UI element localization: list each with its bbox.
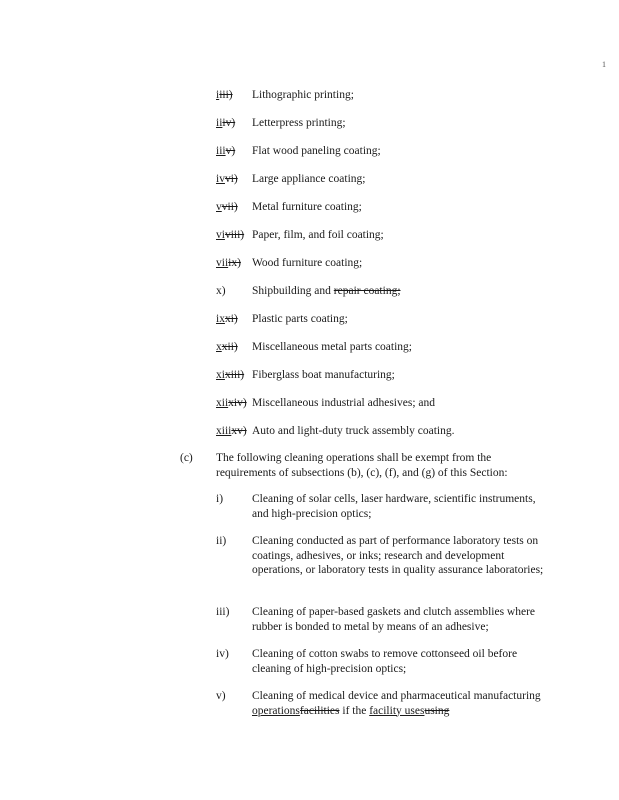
number-deleted: xi) [224,313,238,325]
sub-item-text: Cleaning conducted as part of performance laboratory tests on coatings, adhesives, or inks; research and development operations, or laboratory tests in quality assurance laboratories; [252,535,544,576]
number-inserted: vi [216,229,225,241]
list-item-number [216,144,235,158]
sub-item-text: Cleaning of cotton swabs to remove cottonseed oil before cleaning of high-precision optics; [252,648,518,675]
deleted-text: repair coating; [333,285,401,297]
number-deleted: iii) [219,89,233,101]
list-item-number [216,256,241,270]
list-item-text: Lithographic printing; [252,89,354,101]
text-kept: Shipbuilding and [252,285,334,297]
number-inserted: iii [216,145,226,157]
number-plain: x) [216,285,226,297]
number-inserted: xii [216,397,229,409]
number-inserted: x [216,341,222,353]
sub-item-number: iii) [216,606,230,618]
sub-item-text-part: Cleaning of medical device and pharmaceutical manufacturing [252,690,541,702]
list-item-number [216,340,238,354]
list-item-number [216,228,244,242]
list-item-number [216,396,247,410]
page-mark: 1 [602,60,606,69]
list-item-number [216,116,235,130]
number-deleted: xiii) [224,369,245,381]
deleted-text: facilities [299,704,340,717]
number-inserted: vii [216,257,229,269]
list-item-text: Plastic parts coating; [252,313,348,325]
sub-item-number: ii) [216,535,227,547]
list-item-text: Miscellaneous industrial adhesives; and [252,397,436,409]
list-item-number [216,284,226,298]
list-item-text: Paper, film, and foil coating; [252,229,384,241]
number-inserted: ii [216,117,223,129]
list-item-text: Fiberglass boat manufacturing; [252,369,395,381]
inserted-text: operations [252,704,300,717]
inserted-text: facility uses [369,704,425,717]
list-item-text: Metal furniture coating; [252,201,362,213]
list-item-number [216,368,244,382]
list-item-number [216,172,238,186]
sub-item-number: v) [216,690,226,702]
list-item-text: Letterpress printing; [252,117,346,129]
number-deleted: vii) [221,201,238,213]
number-deleted: v) [225,145,236,157]
number-inserted: xiii [216,425,232,437]
number-deleted: vi) [224,173,238,185]
number-deleted: viii) [224,229,245,241]
sub-item-text [252,689,547,718]
number-deleted: xii) [221,341,238,353]
list-item-text: Wood furniture coating; [252,257,363,269]
number-deleted: xiv) [228,397,247,409]
list-item-number [216,88,233,102]
number-inserted: v [216,201,222,213]
list-item-text [252,284,401,298]
list-item-text: Flat wood paneling coating; [252,145,381,157]
section-c-label: (c) [180,452,193,464]
sub-item-number: i) [216,493,224,505]
number-inserted: i [216,89,220,101]
number-deleted: ix) [228,257,241,269]
list-item-number [216,424,247,438]
sub-item-number: iv) [216,648,229,660]
sub-item-text: Cleaning of solar cells, laser hardware, scientific instruments, and high-precision optics; [252,493,536,520]
list-item-text: Auto and light-duty truck assembly coating. [252,425,455,437]
number-inserted: xi [216,369,225,381]
number-inserted: ix [216,313,225,325]
section-c-text: The following cleaning operations shall be exempt from the requirements of subsections (b), (c), (f), and (g) of this Section: [216,452,508,479]
sub-item-text-part: if the [339,704,370,717]
list-item-text: Miscellaneous metal parts coating; [252,341,412,353]
list-item-number [216,312,238,326]
list-item-text: Large appliance coating; [252,173,366,185]
number-inserted: iv [216,173,225,185]
sub-item-text: Cleaning of paper-based gaskets and clutch assemblies where rubber is bonded to metal by means of an adhesive; [252,606,536,633]
number-deleted: xv) [231,425,247,437]
list-item-number [216,200,238,214]
deleted-text: using [424,704,450,717]
number-deleted: iv) [222,117,236,129]
